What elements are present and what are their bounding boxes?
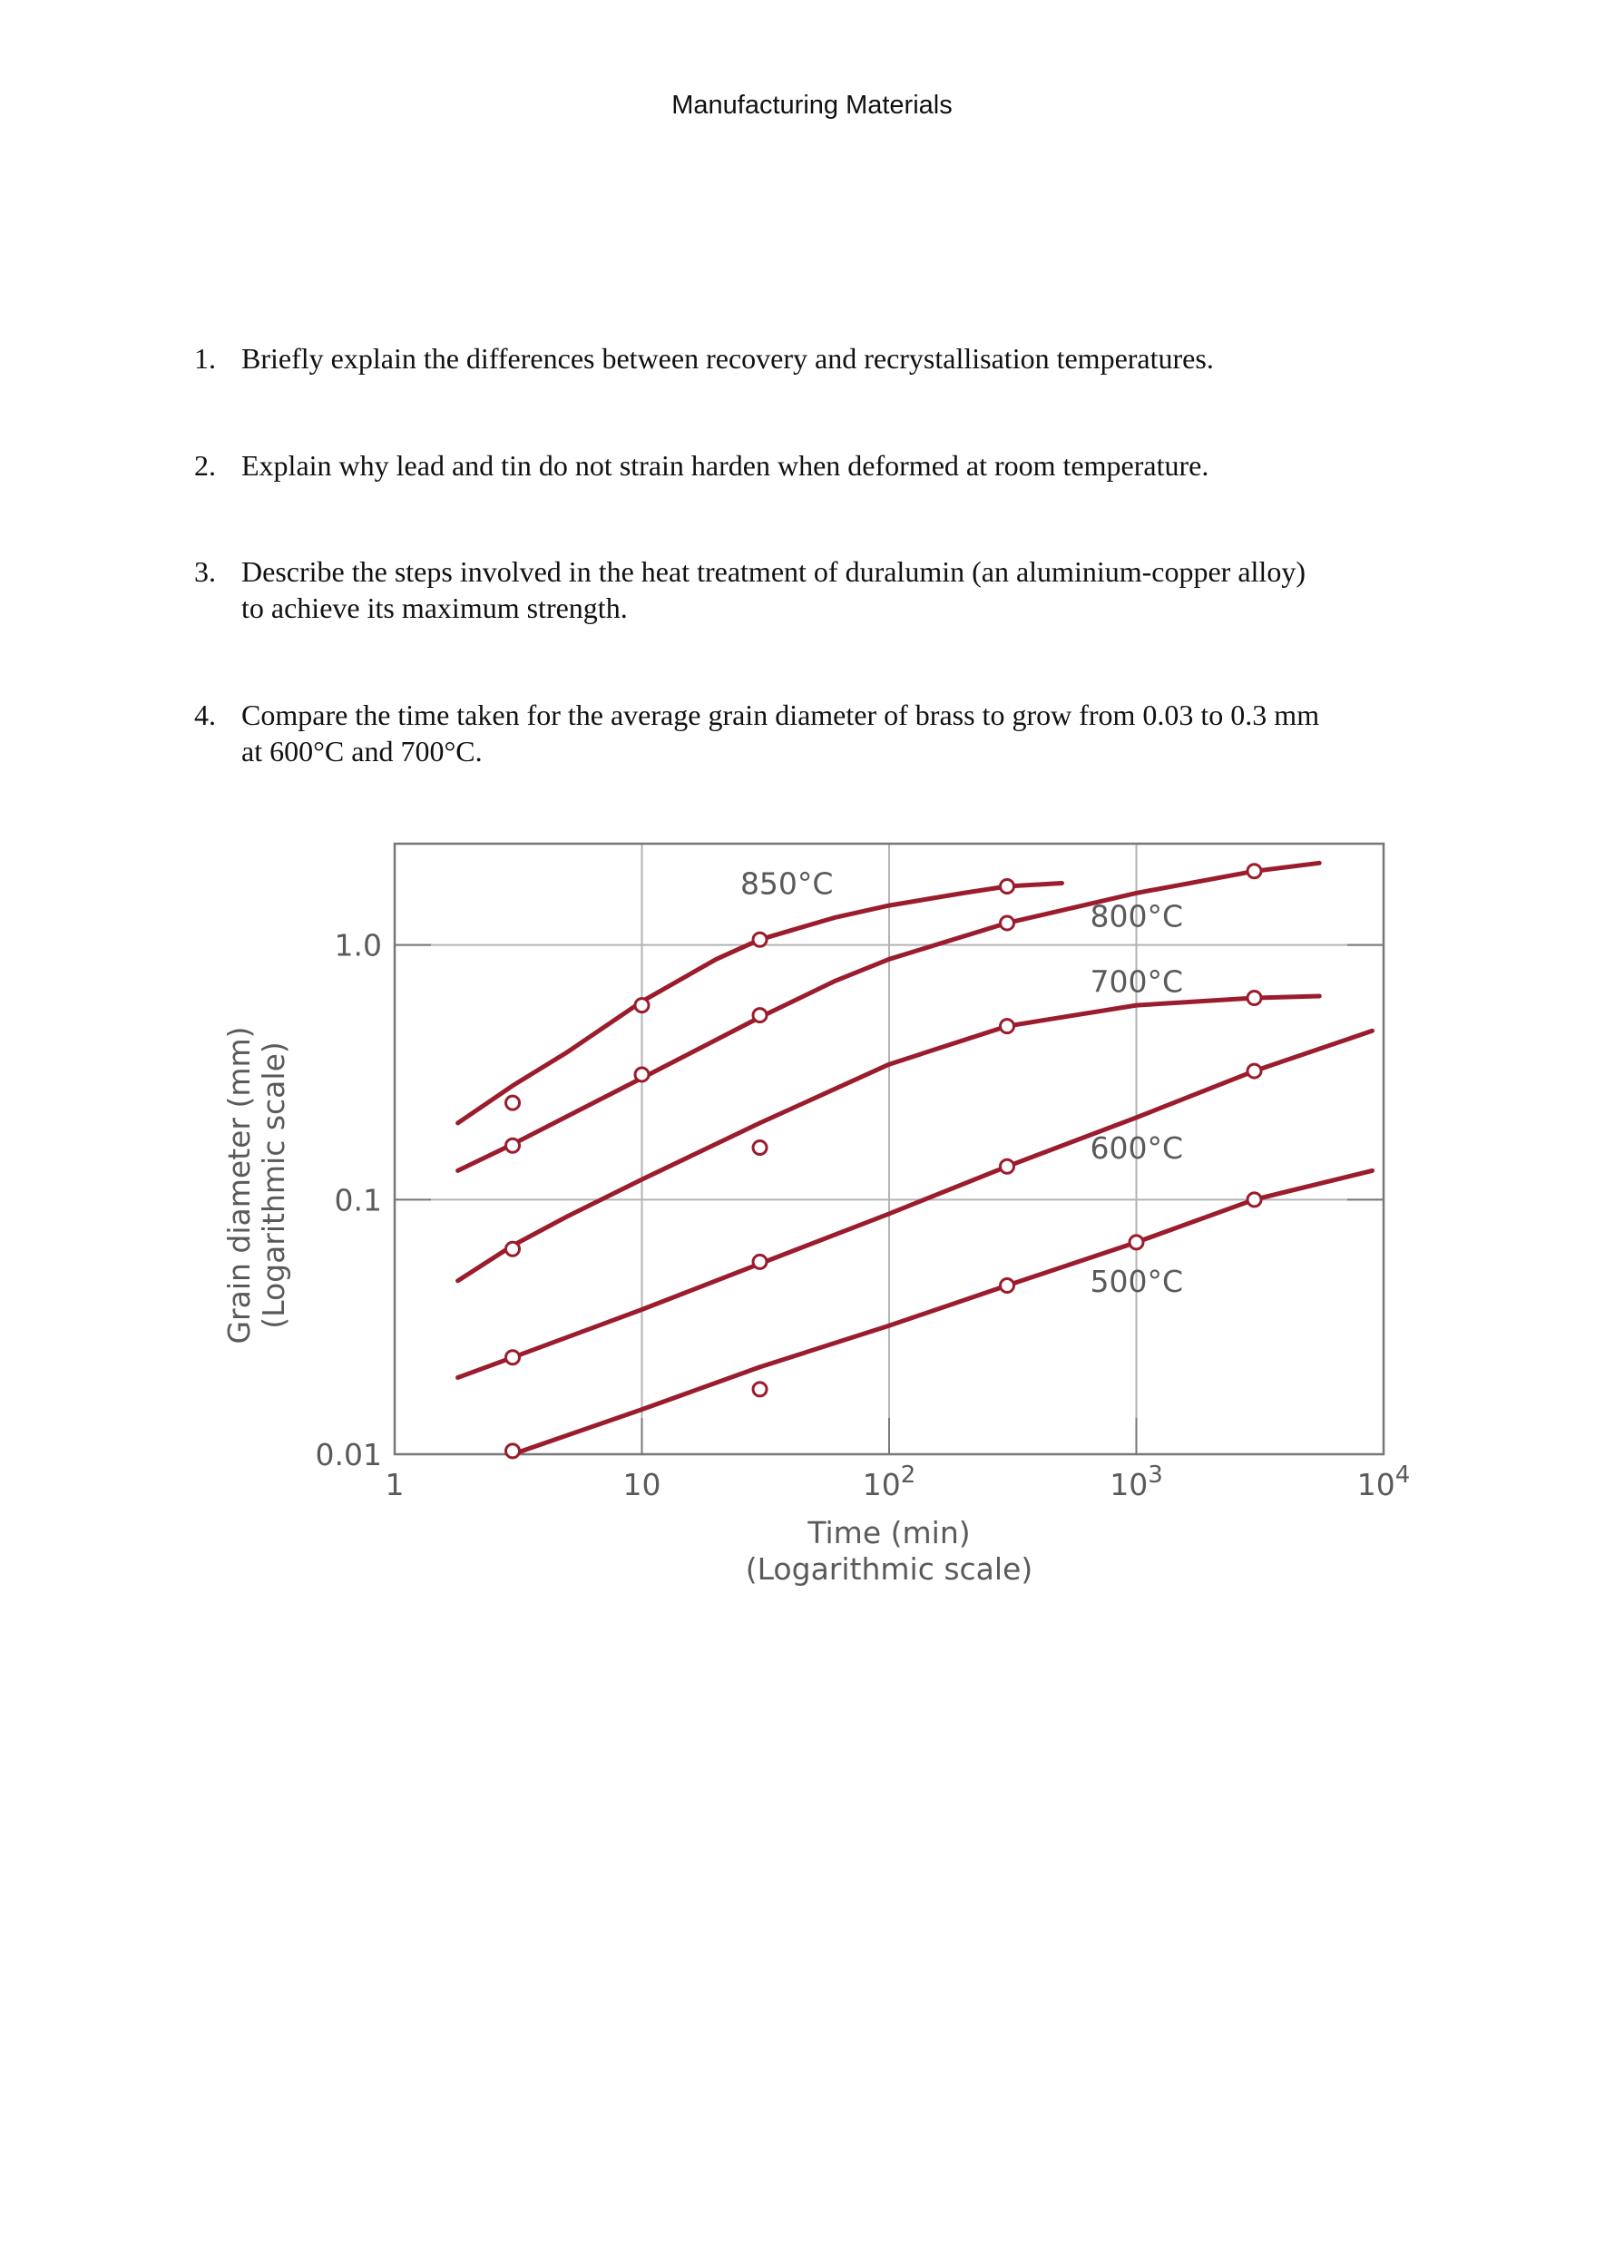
data-point — [1001, 1020, 1014, 1033]
x-tick-label: $10^3$ — [1110, 1461, 1163, 1502]
data-point — [753, 1383, 767, 1396]
question-text — [241, 340, 1457, 376]
series-label: 700°C — [1090, 963, 1184, 1000]
data-point — [1247, 991, 1261, 1004]
data-point — [1001, 916, 1014, 930]
y-tick-label: 0.01 — [315, 1437, 382, 1472]
data-point — [1130, 1236, 1143, 1249]
data-point — [506, 1444, 520, 1458]
x-axis-subtitle: (Logarithmic scale) — [745, 1551, 1033, 1587]
data-point — [635, 999, 649, 1012]
data-point — [1001, 1278, 1014, 1292]
y-axis-subtitle: (Logarithmic scale) — [256, 1041, 291, 1329]
question-text-line: Describe the steps involved in the heat treatment of duralumin (an aluminium-copper alloy) — [241, 555, 1306, 588]
series-label: 850°C — [739, 865, 834, 902]
series-label: 500°C — [1090, 1263, 1184, 1299]
question-number: 2. — [194, 449, 216, 482]
y-tick-label: 0.1 — [334, 1182, 382, 1218]
data-point — [1247, 1193, 1261, 1207]
question-text — [241, 447, 1457, 484]
question-text — [241, 697, 1457, 769]
data-point — [753, 1009, 767, 1022]
data-point — [753, 933, 767, 946]
y-tick-label: 1.0 — [334, 927, 382, 963]
data-point — [635, 1068, 649, 1081]
question-number: 3. — [194, 555, 216, 588]
x-tick-label: 1 — [385, 1467, 405, 1502]
data-point — [1001, 1159, 1014, 1173]
x-axis-title: Time (min) — [807, 1515, 971, 1550]
data-point — [1247, 865, 1261, 878]
x-tick-label: $10^4$ — [1356, 1461, 1411, 1502]
x-tick-label: $10^2$ — [862, 1461, 916, 1502]
data-point — [1001, 880, 1014, 894]
y-axis-title: Grain diameter (mm) — [221, 1026, 257, 1344]
data-point — [1247, 1064, 1261, 1078]
question-text-line: at 600°C and 700°C. — [241, 735, 483, 767]
data-point — [753, 1255, 767, 1268]
series-label: 800°C — [1090, 898, 1184, 934]
data-point — [753, 1141, 767, 1155]
question-number: 4. — [194, 699, 216, 731]
grain-growth-chart — [181, 812, 1452, 1610]
data-point — [506, 1351, 520, 1364]
question-text-line: to achieve its maximum strength. — [241, 591, 628, 624]
data-point — [506, 1242, 520, 1256]
data-point — [506, 1139, 520, 1152]
page-header: Manufacturing Materials — [671, 91, 953, 120]
data-point — [506, 1096, 520, 1110]
series-label: 600°C — [1090, 1130, 1184, 1167]
question-text-line: Explain why lead and tin do not strain harden when deformed at room temperature. — [241, 449, 1209, 482]
question-text-line: Briefly explain the differences between recovery and recrystallisation temperatures. — [241, 342, 1214, 375]
question-text-line: Compare the time taken for the average grain diameter of brass to grow from 0.03 to 0.3 mm — [241, 699, 1320, 731]
x-tick-label: 10 — [622, 1467, 661, 1502]
series-line-850c — [458, 884, 1062, 1123]
question-number: 1. — [194, 342, 216, 375]
question-text — [241, 553, 1457, 626]
